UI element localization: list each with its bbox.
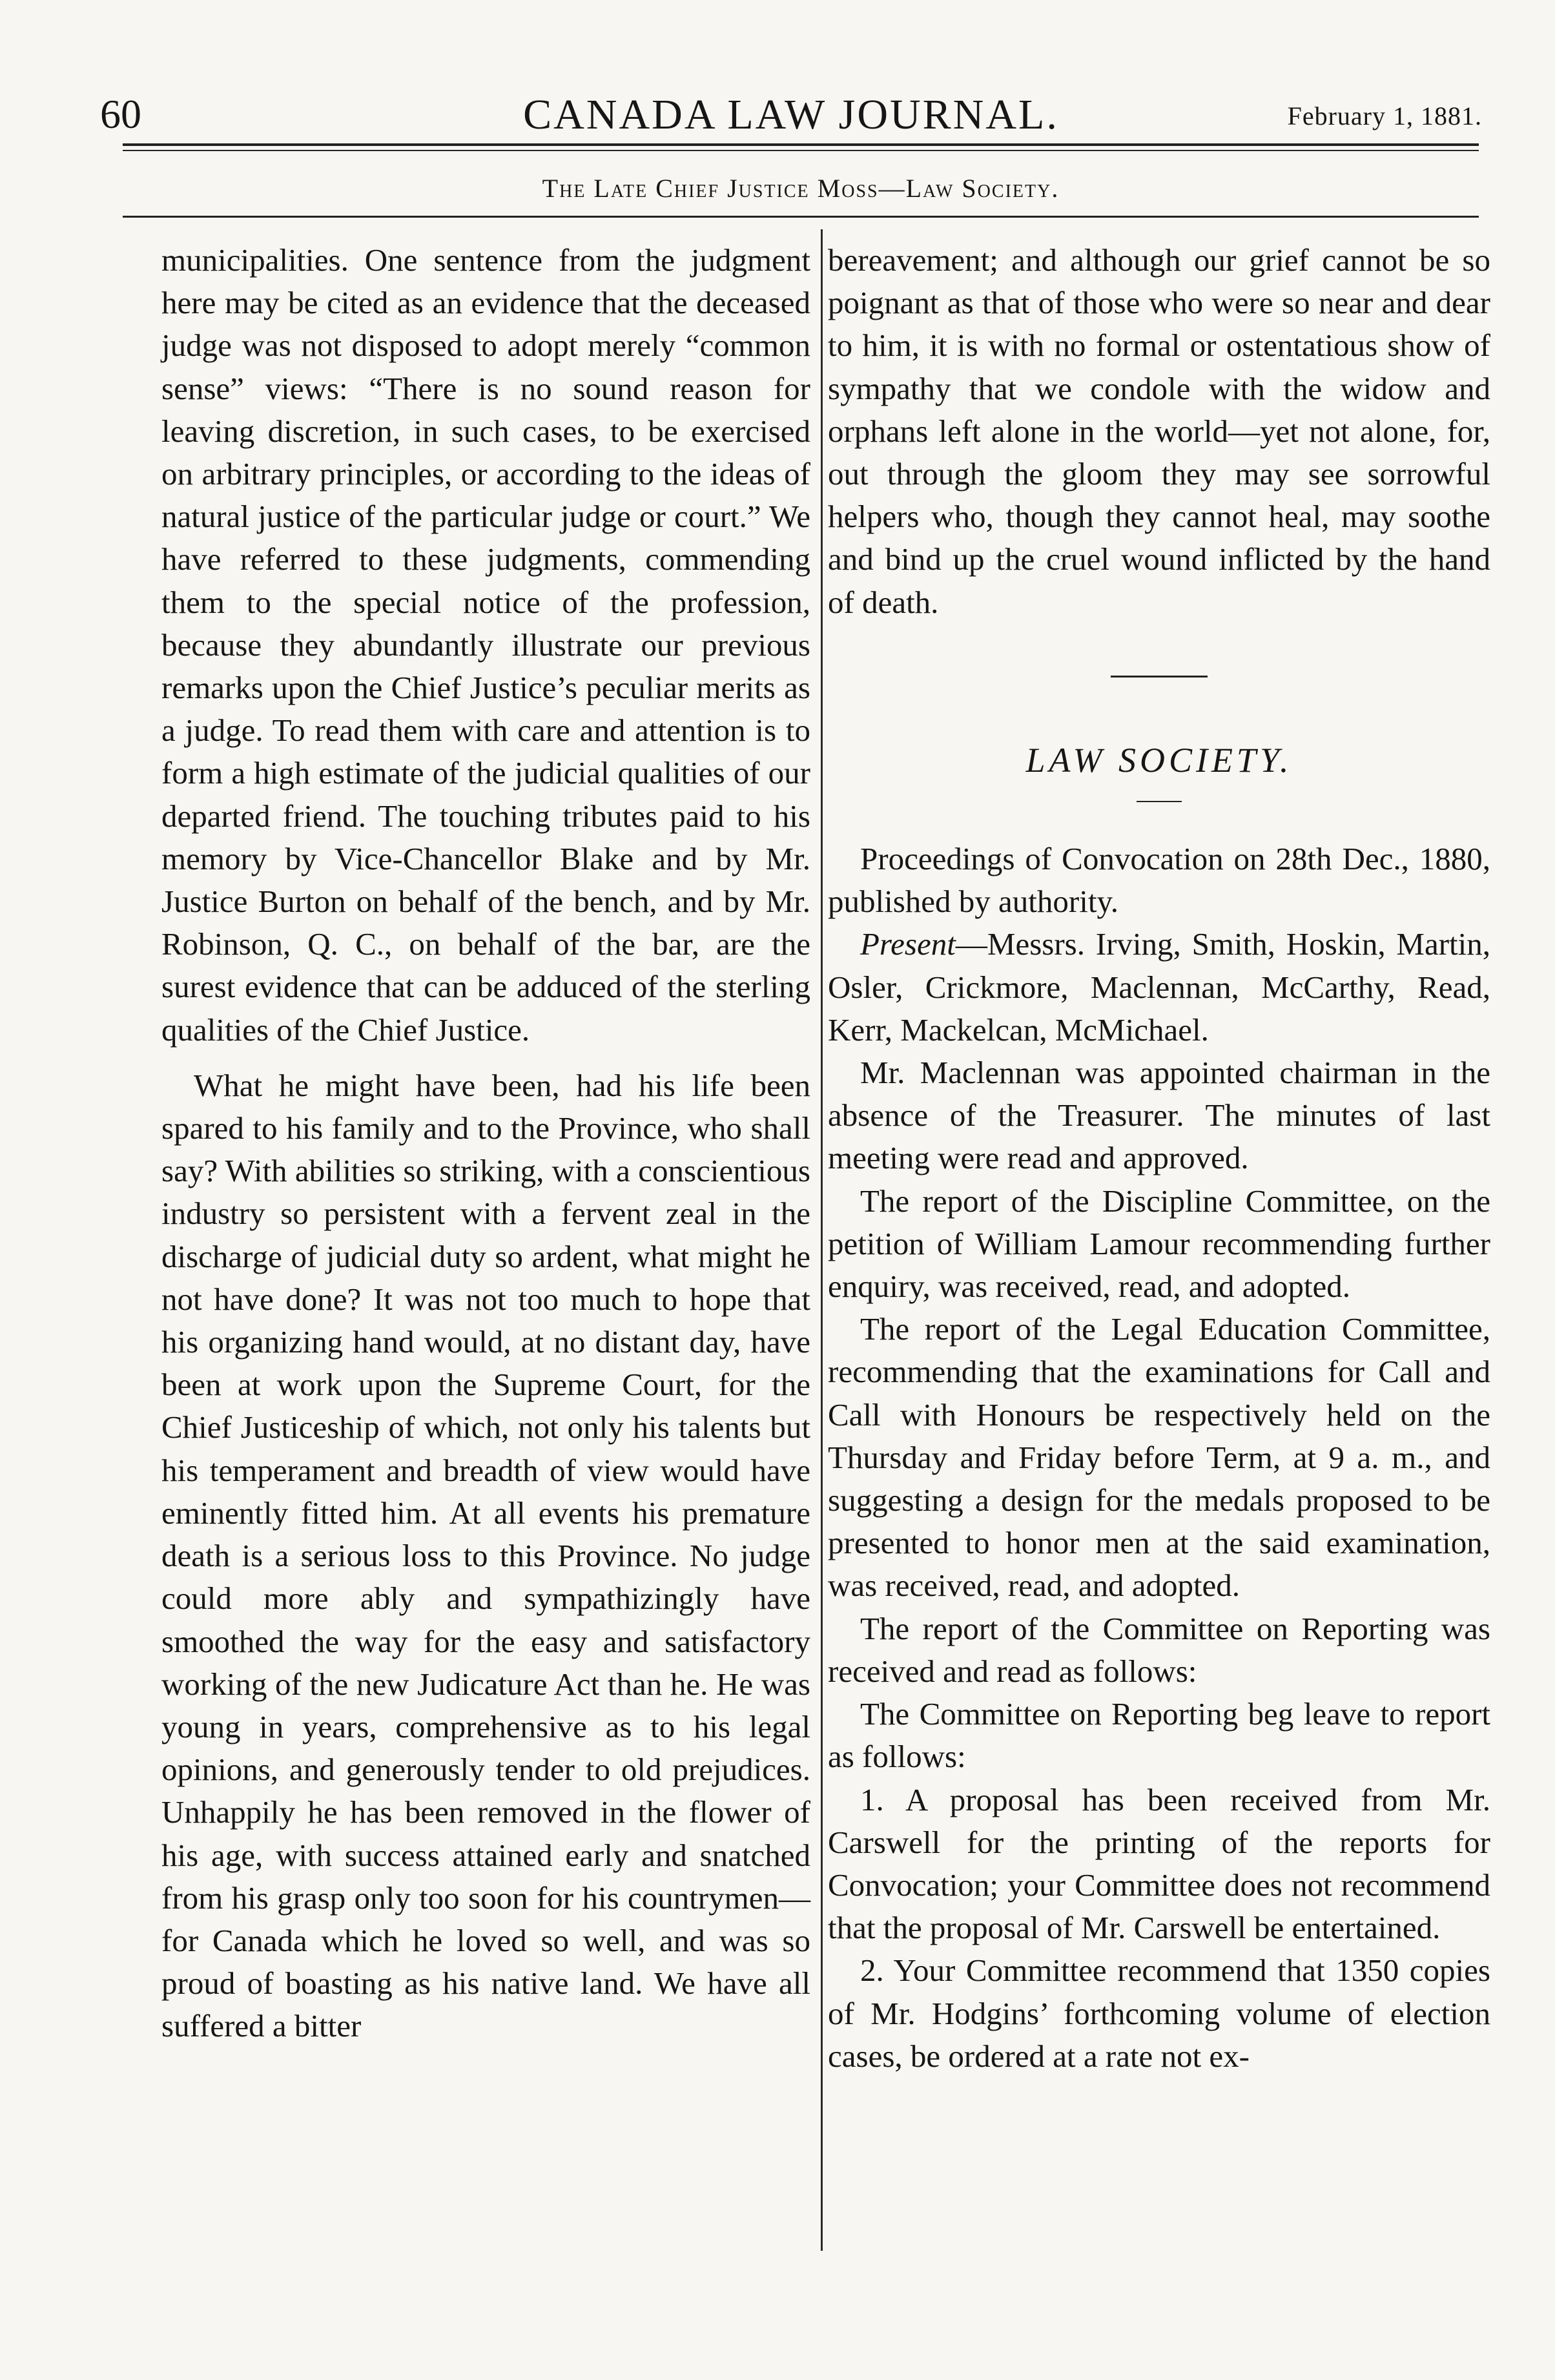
left-paragraph-1: municipalities. One sentence from the judgment here may be cited as an evidence that the deceased judge was not disposed to adopt merely “common sense” views: “There is no sound reason for leaving discretion, in such cases, to be exercised on arbitrary principles, or according to the ideas of natural justice of the particular judge or court.” We have referred to these judgments, commending them to the special notice of the profession, because they abundantly illustrate our previous remarks upon the Chief Justice’s peculiar merits as a judge. To read them with care and attention is to form a high estimate of the judicial qualities of our departed friend. The touching tributes paid to his memory by Vice-Chancellor Blake and by Mr. Justice Burton on behalf of the bench, and by Mr. Robinson, Q. C., on behalf of the bar, are the surest evidence that can be adduced of the sterling qualities of the Chief Justice.: [161, 242, 810, 1048]
left-column: [161, 239, 810, 2048]
report-item-2: 2. Your Committee recommend that 1350 copies of Mr. Hodgins’ forthcoming volume of election cases, be ordered at a rate not ex-: [828, 1952, 1490, 2074]
discipline-paragraph: The report of the Discipline Committee, on the petition of William Lamour recommending further enquiry, was received, read, and adopted.: [828, 1183, 1490, 1305]
page-number: 60: [100, 91, 141, 137]
proceedings-paragraph: Proceedings of Convocation on 28th Dec., 1880, published by authority.: [828, 841, 1490, 920]
section-separator-rule: [1111, 676, 1208, 678]
present-names: —Messrs. Irving, Smith, Hoskin, Martin, Osler, Crickmore, Maclennan, McCarthy, Read, Kerr, Mackelcan, McMichael.: [828, 926, 1490, 1048]
running-head: The Late Chief Justice Moss—Law Society.: [542, 174, 1060, 203]
page-header: [100, 90, 1482, 136]
present-label: Present: [860, 926, 956, 962]
chairman-paragraph: Mr. Maclennan was appointed chairman in the absence of the Treasurer. The minutes of last meeting were read and approved.: [828, 1055, 1490, 1176]
right-column: [828, 239, 1490, 2078]
legal-education-paragraph: The report of the Legal Education Committee, recommending that the examinations for Call and Call with Honours be respectively held on the Thursday and Friday before Term, at 9 a. m., and suggesting a design for the medals proposed to be presented to honor men at the said examination, was received, read, and adopted.: [828, 1311, 1490, 1604]
header-rule-thin: [123, 150, 1479, 151]
present-paragraph: [828, 923, 1490, 1051]
running-head-rule: [123, 216, 1479, 218]
left-paragraph-2: What he might have been, had his life been spared to his family and to the Province, who shall say? With abilities so striking, with a conscientious industry so persistent with a fervent zeal in the discharge of judicial duty so ardent, what might he not have done? It was not too much to hope that his organizing hand would, at no distant day, have been at work upon the Supreme Court, for the Chief Justiceship of which, not only his talents but his temperament and breadth of view would have eminently fitted him. At all events his premature death is a serious loss to this Province. No judge could more ably and sympathizingly have smoothed the way for the easy and satisfactory working of the new Judicature Act than he. He was young in years, comprehensive as to his legal opinions, and generously tender to old prejudices. Unhappily he has been removed in the flower of his age, with success attained early and snatched from his grasp only too soon for his countrymen—for Canada which he loved so well, and was so proud of boasting as his native land. We have all suffered a bitter: [161, 1067, 810, 2044]
issue-date: February 1, 1881.: [1287, 101, 1482, 130]
report-item-1: 1. A proposal has been received from Mr. Carswell for the printing of the reports for Convocation; your Committee does not recommend that the proposal of Mr. Carswell be entertained.: [828, 1781, 1490, 1946]
header-rule-thick: [123, 143, 1479, 146]
reporting-paragraph: The report of the Committee on Reporting was received and read as follows:: [828, 1610, 1490, 1689]
section-title: LAW SOCIETY.: [1025, 740, 1293, 780]
column-divider: [821, 229, 823, 2251]
section-title-rule: [1137, 801, 1182, 802]
journal-title: CANADA LAW JOURNAL.: [523, 91, 1059, 138]
right-paragraph-1: bereavement; and although our grief cannot be so poignant as that of those who were so near and dear to him, it is with no formal or ostentatious show of sympathy that we condole with the widow and orphans left alone in the world—yet not alone, for, out through the gloom they may see sorrowful helpers who, though they cannot heal, may soothe and bind up the cruel wound inflicted by the hand of death.: [828, 242, 1490, 620]
beg-leave-paragraph: The Committee on Reporting beg leave to report as follows:: [828, 1696, 1490, 1775]
